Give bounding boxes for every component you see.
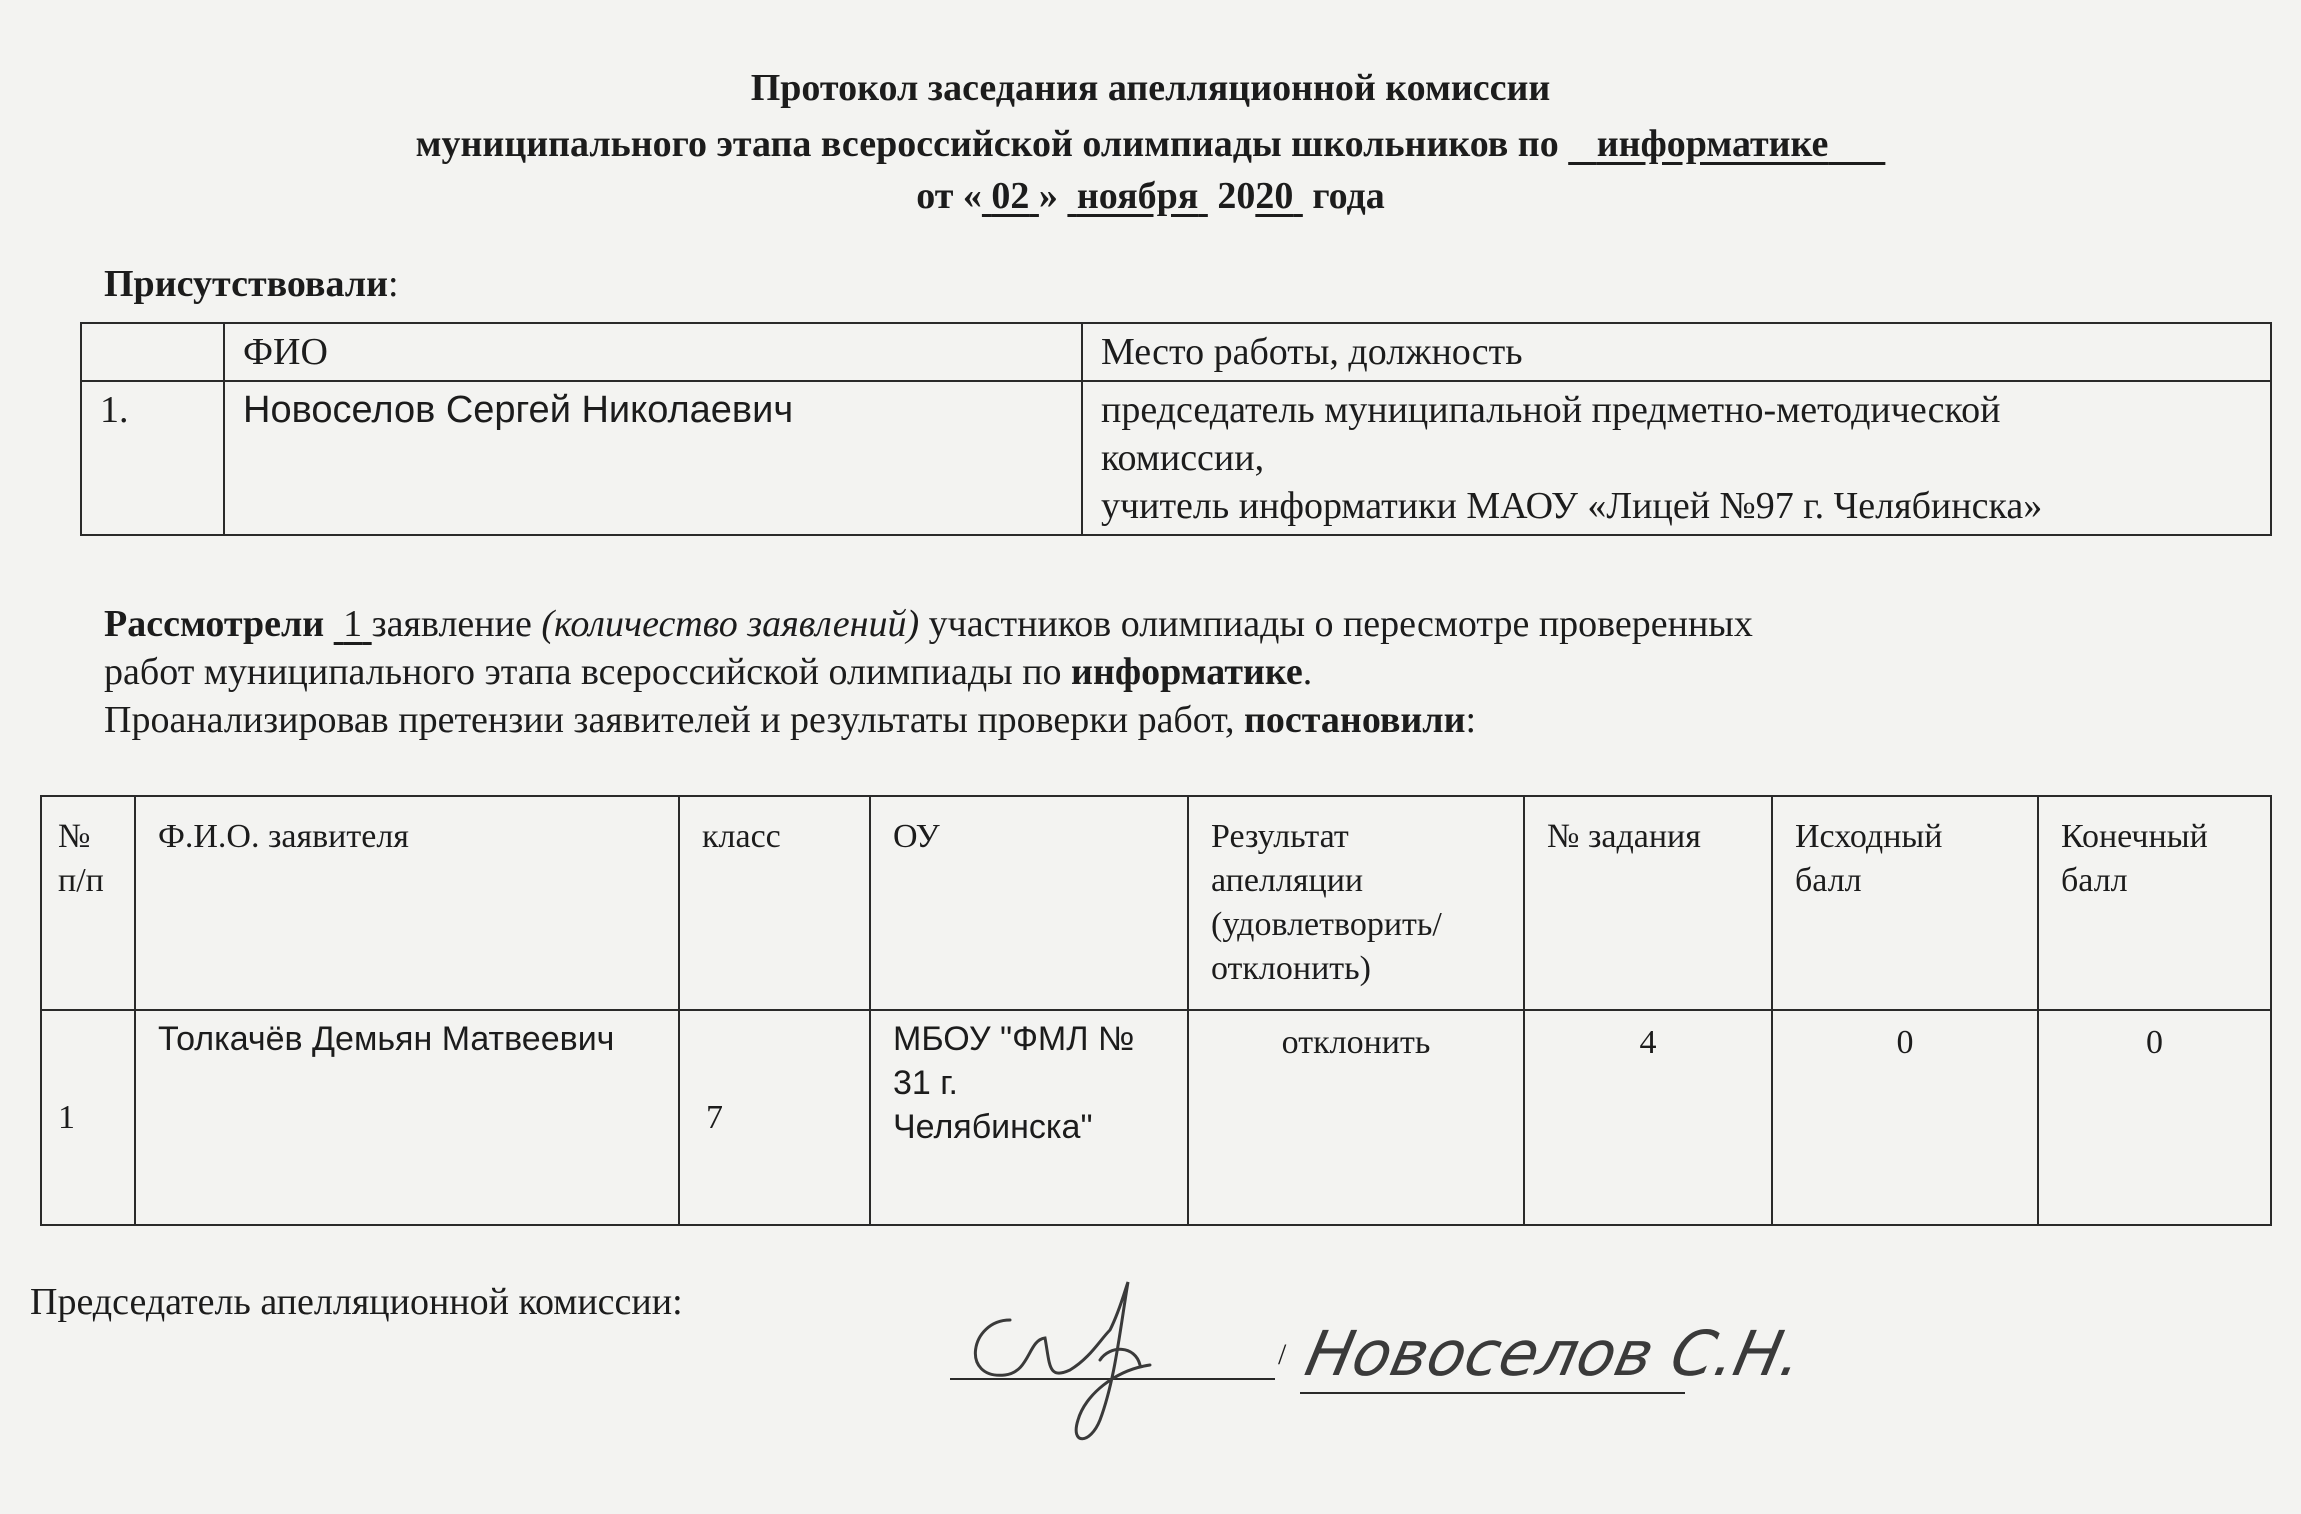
considered-paragraph [104, 600, 2204, 744]
handwritten-signature [950, 1270, 1810, 1450]
result-num: 1 [41, 1010, 135, 1225]
results-header-row [41, 796, 2271, 1010]
protocol-subtitle [0, 118, 2301, 170]
protocol-date [0, 170, 2301, 222]
considered-text2: участников олимпиады о пересмотре проверенных [928, 603, 1753, 645]
considered-dot: . [1302, 651, 1313, 693]
handwritten-name: Новоселов С.Н. [1299, 1317, 1810, 1390]
results-header-final: Конечный балл [2038, 796, 2271, 1010]
results-header-name: Ф.И.О. заявителя [135, 796, 679, 1010]
attendance-name: Новоселов Сергей Николаевич [224, 381, 1082, 535]
attendance-header-name: ФИО [224, 323, 1082, 381]
results-header-task: № задания [1524, 796, 1772, 1010]
table-row [81, 381, 2271, 535]
considered-colon: : [1465, 699, 1477, 741]
considered-text3: работ муниципального этапа всероссийской олимпиады по [104, 651, 1062, 693]
result-final: 0 [2038, 1010, 2271, 1225]
result-name: Толкачёв Демьян Матвеевич [135, 1010, 679, 1225]
considered-line-1 [104, 600, 2204, 648]
position-line-3: учитель информатики МАОУ «Лицей №97 г. Челябинска» [1101, 485, 2043, 527]
considered-decided: постановили [1244, 699, 1466, 741]
considered-bold: Рассмотрели [104, 603, 325, 645]
chairman-label: Председатель апелляционной комиссии: [30, 1281, 683, 1323]
date-day: 02 [991, 175, 1030, 217]
date-year: 20 [1255, 175, 1294, 217]
date-mid: » [1038, 175, 1058, 217]
considered-line-3 [104, 696, 2204, 744]
considered-count: 1 [343, 603, 363, 645]
considered-text1: заявление [371, 603, 532, 645]
position-line-1: председатель муниципальной предметно-методической [1101, 389, 2001, 431]
attendance-header-row [81, 323, 2271, 381]
date-prefix: от « [916, 175, 982, 217]
protocol-title: Протокол заседания апелляционной комиссии [750, 67, 1551, 109]
result-decision: отклонить [1188, 1010, 1524, 1225]
result-task: 4 [1524, 1010, 1772, 1225]
results-header-num: № п/п [41, 796, 135, 1010]
attendance-header-num [81, 323, 224, 381]
considered-line-2 [104, 648, 2204, 696]
date-year-prefix: 20 [1217, 175, 1256, 217]
attendance-label-text: Присутствовали [104, 263, 388, 305]
considered-subject: информатике [1071, 651, 1303, 693]
considered-italic: (количество заявлений) [541, 603, 920, 645]
result-initial: 0 [1772, 1010, 2038, 1225]
considered-text4: Проанализировав претензии заявителей и результаты проверки работ, [104, 699, 1235, 741]
subject-field: информатике [1596, 123, 1829, 165]
result-school: МБОУ "ФМЛ № 31 г. Челябинска" [870, 1010, 1188, 1225]
attendance-colon: : [388, 263, 399, 305]
results-header-grade: класс [679, 796, 870, 1010]
date-month: ноября [1076, 175, 1199, 217]
results-table [40, 795, 2272, 1226]
result-grade: 7 [679, 1010, 870, 1225]
signature-separator: / [1278, 1338, 1287, 1371]
results-header-result: Результат апелляции (удовлетворить/ отклонить) [1188, 796, 1524, 1010]
attendance-header-position: Место работы, должность [1082, 323, 2271, 381]
table-row [41, 1010, 2271, 1225]
results-header-initial: Исходный балл [1772, 796, 2038, 1010]
attendance-num: 1. [81, 381, 224, 535]
date-suffix: года [1312, 175, 1385, 217]
attendance-position [1082, 381, 2271, 535]
attendance-label [104, 262, 399, 306]
subtitle-text: муниципального этапа всероссийской олимпиады школьников по [415, 123, 1559, 165]
attendance-table [80, 322, 2272, 536]
position-line-2: комиссии, [1101, 437, 1265, 479]
results-header-school: ОУ [870, 796, 1188, 1010]
